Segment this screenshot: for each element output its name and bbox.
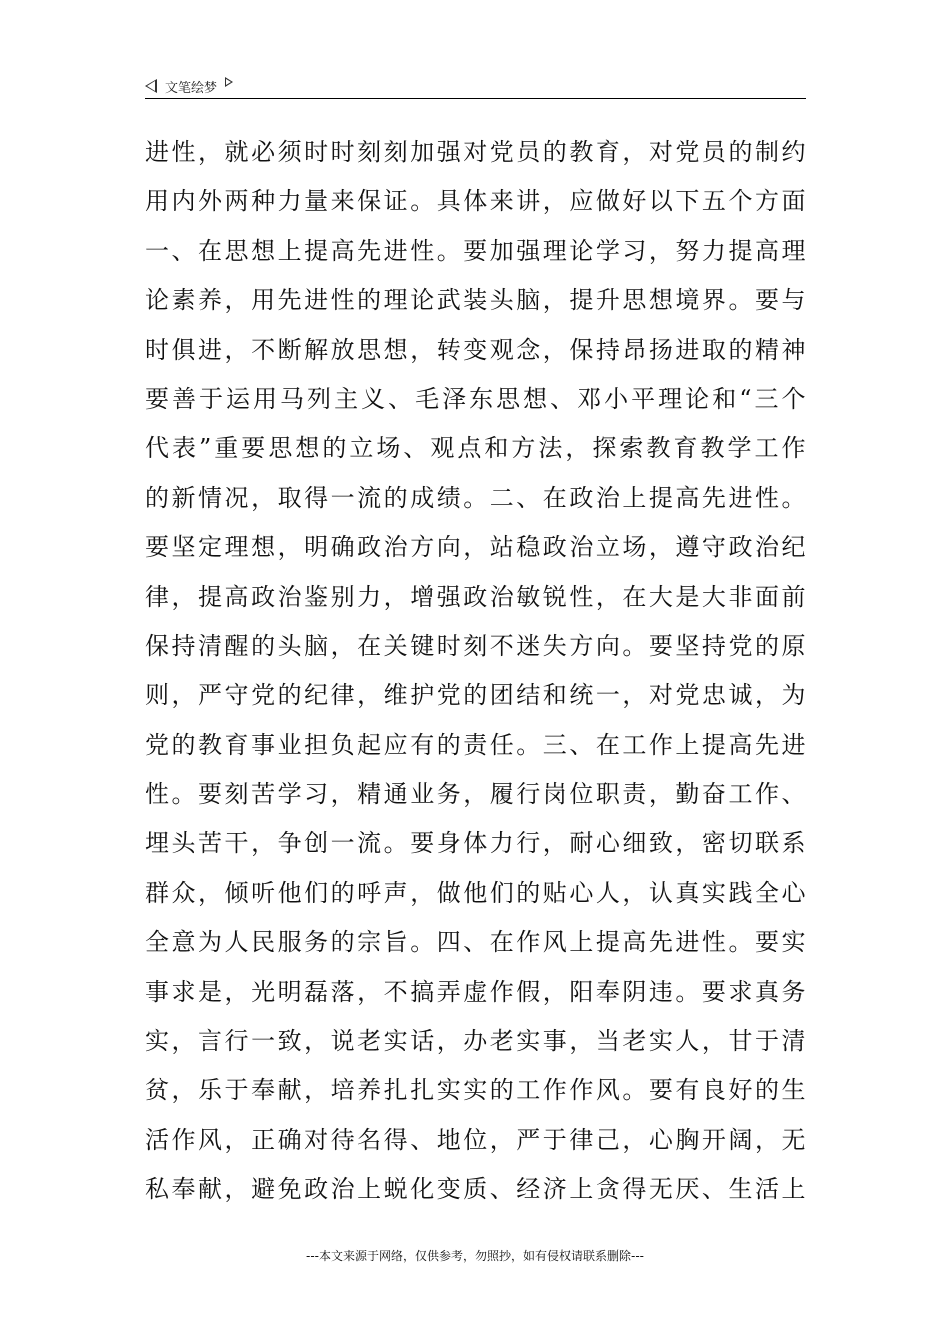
page-footer: ---本文来源于网络，仅供参考，勿照抄，如有侵权请联系删除---	[306, 1249, 644, 1263]
text-line: 进性，就必须时时刻刻加强对党员的教育，对党员的制约	[145, 138, 806, 166]
text-line: 贫，乐于奉献，培养扎扎实实的工作作风。要有良好的生	[145, 1076, 806, 1105]
text-line: 要善于运用马列主义、毛泽东思想、邓小平理论和“三个	[145, 384, 806, 413]
text-line: 实，言行一致，说老实话，办老实事，当老实人，甘于清	[145, 1027, 806, 1056]
document-body	[145, 128, 806, 1215]
header-title: 文笔绘梦	[165, 80, 218, 96]
text-line: 性。要刻苦学习，精通业务，履行岗位职责，勤奋工作、	[145, 780, 806, 809]
text-line: 群众，倾听他们的呼声，做他们的贴心人，认真实践全心	[145, 878, 806, 907]
text-line: 时俱进，不断解放思想，转变观念，保持昂扬进取的精神	[145, 335, 806, 364]
text-line: 活作风，正确对待名得、地位，严于律己，心胸开阔，无	[145, 1125, 806, 1154]
text-line: 党的教育事业担负起应有的责任。三、在工作上提高先进	[145, 730, 806, 759]
text-line: 则，严守党的纪律，维护党的团结和统一，对党忠诚，为	[145, 681, 806, 710]
page-header	[145, 74, 806, 98]
text-line: 用内外两种力量来保证。具体来讲，应做好以下五个方面	[145, 187, 806, 216]
triangle-right-icon	[225, 77, 233, 87]
text-line: 律，提高政治鉴别力，增强政治敏锐性，在大是大非面前	[145, 582, 806, 611]
text-line: 埋头苦干，争创一流。要身体力行，耐心细致，密切联系	[145, 829, 806, 858]
text-line: 论素养，用先进性的理论武装头脑，提升思想境界。要与	[145, 286, 806, 315]
text-line: 要坚定理想，明确政治方向，站稳政治立场，遵守政治纪	[145, 533, 806, 562]
text-line: 事求是，光明磊落，不搞弄虚作假，阳奉阴违。要求真务	[145, 977, 806, 1006]
text-line: 代表”重要思想的立场、观点和方法，探索教育教学工作	[145, 434, 806, 463]
text-line: 全意为人民服务的宗旨。四、在作风上提高先进性。要实	[145, 928, 806, 957]
text-line: 的新情况，取得一流的成绩。二、在政治上提高先进性。	[145, 483, 806, 512]
text-line: 一、在思想上提高先进性。要加强理论学习，努力提高理	[145, 236, 806, 265]
header-divider	[145, 98, 806, 99]
triangle-left-icon	[145, 79, 157, 93]
text-line: 私奉献，避免政治上蜕化变质、经济上贪得无厌、生活上	[145, 1175, 806, 1204]
text-line: 保持清醒的头脑，在关键时刻不迷失方向。要坚持党的原	[145, 631, 806, 660]
